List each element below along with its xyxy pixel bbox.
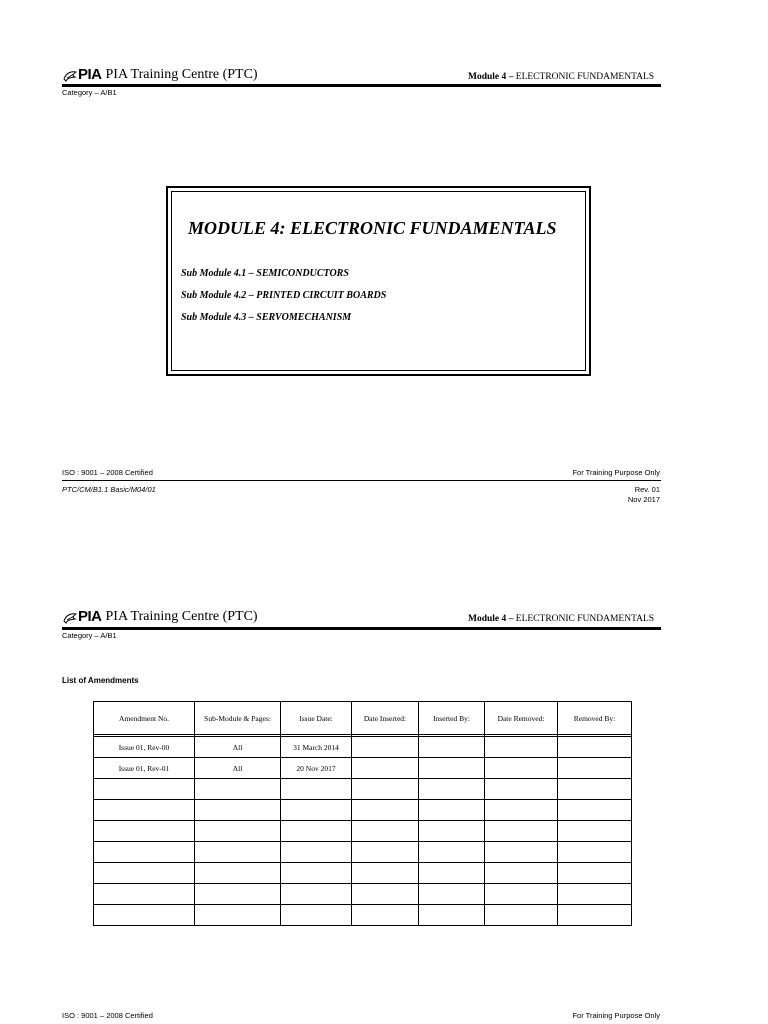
- amendments-title: List of Amendments: [62, 676, 139, 685]
- table-cell: [558, 884, 632, 905]
- table-cell: [485, 779, 558, 800]
- page1-doc-ref: PTC/CM/B1.1 Basic/M04/01: [62, 485, 156, 494]
- amendments-table: [93, 701, 632, 926]
- header-cell: Issue Date:: [281, 702, 352, 735]
- table-cell: [485, 884, 558, 905]
- pia-logo-icon: [63, 69, 77, 81]
- table-row: [94, 737, 632, 758]
- table-cell: 31 March 2014: [281, 737, 352, 758]
- table-cell: All: [195, 758, 281, 779]
- header-cell: Sub-Module & Pages:: [195, 702, 281, 735]
- table-cell: [485, 905, 558, 926]
- table-cell: [281, 779, 352, 800]
- table-row: [94, 905, 632, 926]
- page1-rev: Rev. 01: [634, 485, 660, 494]
- table-cell: [558, 800, 632, 821]
- table-cell: [485, 800, 558, 821]
- table-cell: [485, 842, 558, 863]
- table-row: [94, 821, 632, 842]
- table-cell: [352, 758, 419, 779]
- table-cell: [419, 737, 485, 758]
- table-cell: [419, 905, 485, 926]
- table-cell: [352, 737, 419, 758]
- page2-module-label: Module 4 – ELECTRONIC FUNDAMENTALS: [468, 614, 655, 624]
- table-cell: [195, 779, 281, 800]
- module-title-box: [166, 186, 591, 376]
- table-row: [94, 842, 632, 863]
- table-cell: [352, 842, 419, 863]
- pia-logo-text: PIA: [78, 608, 102, 625]
- submodule-4-1: Sub Module 4.1 – SEMICONDUCTORS: [181, 268, 349, 279]
- table-cell: [485, 758, 558, 779]
- page1-header-rule: [62, 84, 661, 87]
- centre-name: PIA Training Centre (PTC): [105, 66, 258, 82]
- page1-module-label: Module 4 – ELECTRONIC FUNDAMENTALS: [468, 72, 655, 82]
- page2-header-rule: [62, 627, 661, 630]
- table-cell: Issue 01, Rev-00: [94, 737, 195, 758]
- table-cell: [94, 884, 195, 905]
- table-cell: [558, 842, 632, 863]
- header-cell: Inserted By:: [419, 702, 485, 735]
- submodule-4-3: Sub Module 4.3 – SERVOMECHANISM: [181, 312, 352, 323]
- page1-footer-rule: [62, 480, 661, 481]
- table-cell: [558, 779, 632, 800]
- centre-name: PIA Training Centre (PTC): [105, 608, 258, 624]
- page1-category: Category – A/B1: [62, 88, 117, 97]
- table-cell: [94, 842, 195, 863]
- table-cell: [94, 863, 195, 884]
- table-cell: [195, 800, 281, 821]
- table-cell: [419, 863, 485, 884]
- table-cell: [485, 737, 558, 758]
- amendments-body: [94, 737, 632, 926]
- table-cell: [558, 758, 632, 779]
- table-cell: All: [195, 737, 281, 758]
- header-cell: Date Removed:: [485, 702, 558, 735]
- page2-purpose: For Training Purpose Only: [572, 1011, 660, 1020]
- page1-purpose: For Training Purpose Only: [572, 468, 660, 477]
- table-cell: [94, 821, 195, 842]
- table-cell: [485, 821, 558, 842]
- table-cell: [281, 884, 352, 905]
- table-cell: [195, 905, 281, 926]
- table-row: [94, 863, 632, 884]
- pia-logo-icon: [63, 611, 77, 623]
- table-cell: [558, 905, 632, 926]
- table-cell: [558, 737, 632, 758]
- table-cell: [281, 863, 352, 884]
- table-row: [94, 884, 632, 905]
- table-cell: [419, 779, 485, 800]
- table-cell: [558, 863, 632, 884]
- table-cell: [281, 800, 352, 821]
- table-cell: [352, 821, 419, 842]
- table-cell: [352, 905, 419, 926]
- table-cell: [281, 842, 352, 863]
- page1-iso: ISO : 9001 – 2008 Certified: [62, 468, 153, 477]
- table-cell: Issue 01, Rev-01: [94, 758, 195, 779]
- module-title: MODULE 4: ELECTRONIC FUNDAMENTALS: [188, 218, 557, 238]
- page2-iso: ISO : 9001 – 2008 Certified: [62, 1011, 153, 1020]
- table-cell: [195, 884, 281, 905]
- table-cell: [94, 905, 195, 926]
- table-row: [94, 800, 632, 821]
- table-cell: [419, 758, 485, 779]
- table-cell: [352, 779, 419, 800]
- pia-logo-text: PIA: [78, 66, 102, 83]
- table-cell: [485, 863, 558, 884]
- page1-date: Nov 2017: [627, 495, 660, 504]
- table-cell: [195, 863, 281, 884]
- table-cell: [419, 884, 485, 905]
- table-cell: [94, 779, 195, 800]
- header-cell: Removed By:: [558, 702, 632, 735]
- table-cell: [281, 821, 352, 842]
- table-cell: 20 Nov 2017: [281, 758, 352, 779]
- table-cell: [281, 905, 352, 926]
- page1-header-logo: [63, 66, 258, 83]
- header-cell: Amendment No.: [94, 702, 195, 735]
- table-cell: [558, 821, 632, 842]
- page2-category: Category – A/B1: [62, 631, 117, 640]
- table-cell: [195, 821, 281, 842]
- table-cell: [195, 842, 281, 863]
- table-row: [94, 779, 632, 800]
- table-cell: [352, 800, 419, 821]
- table-header-row: [94, 702, 632, 735]
- submodule-4-2: Sub Module 4.2 – PRINTED CIRCUIT BOARDS: [181, 290, 387, 301]
- table-cell: [352, 863, 419, 884]
- table-cell: [419, 842, 485, 863]
- table-row: [94, 758, 632, 779]
- table-cell: [419, 821, 485, 842]
- table-cell: [419, 800, 485, 821]
- table-cell: [352, 884, 419, 905]
- table-cell: [94, 800, 195, 821]
- header-cell: Date Inserted:: [352, 702, 419, 735]
- page2-header-logo: [63, 608, 258, 625]
